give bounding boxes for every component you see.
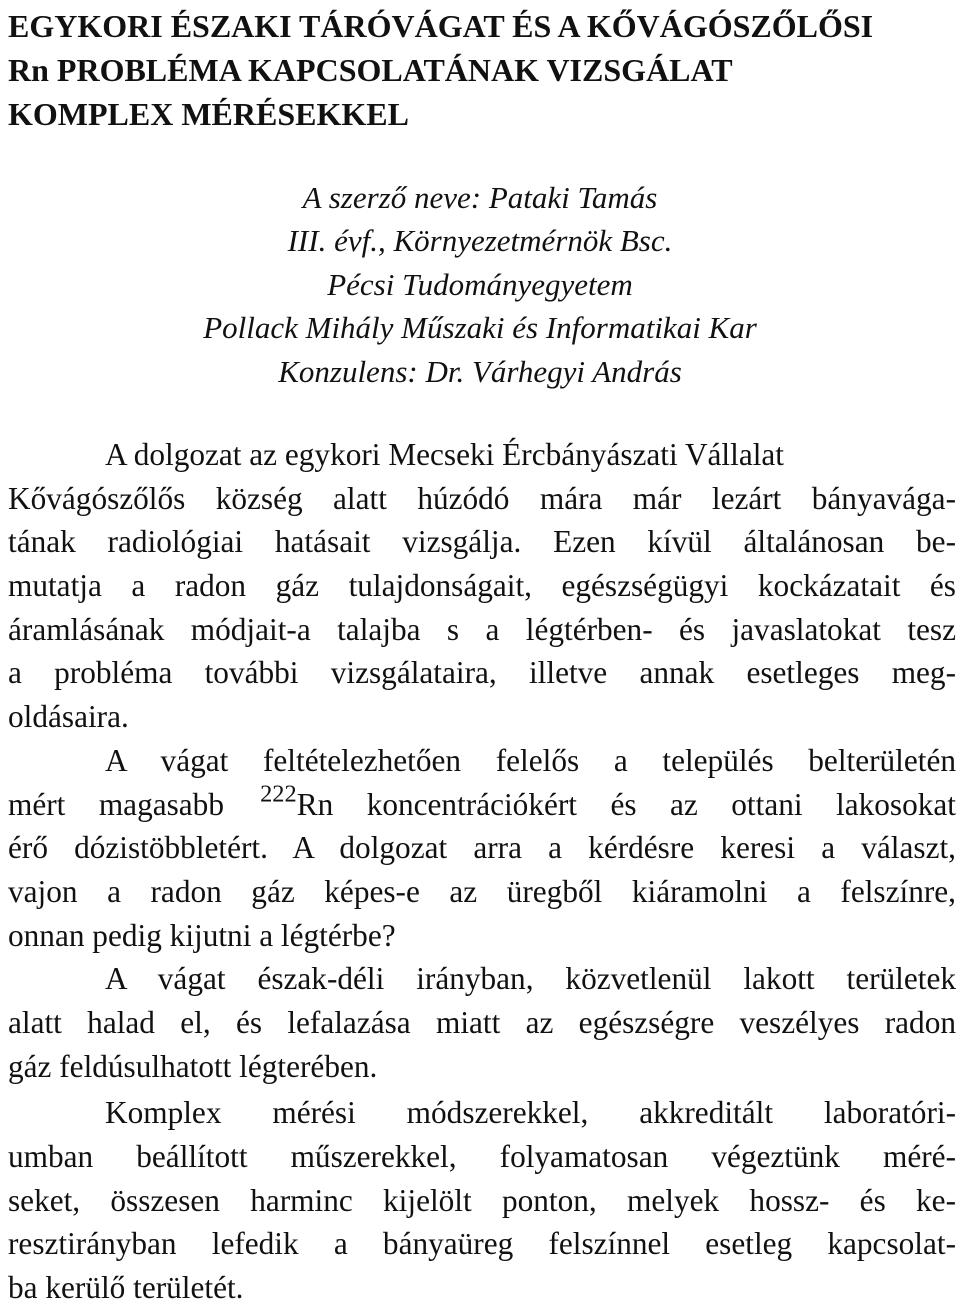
- text-line: érő dózistöbbletért. A dolgozat arra a kérdésre keresi a választ,: [8, 830, 956, 866]
- text-line: oldásaira.: [8, 699, 129, 735]
- text-line: a probléma további vizsgálataira, illetve annak esetleges meg-: [8, 655, 956, 691]
- paragraph-2: [8, 739, 956, 957]
- text-line: mutatja a radon gáz tulajdonságait, egészségügyi kockázatait és: [8, 568, 956, 604]
- text-line: onnan pedig kijutni a légtérbe?: [8, 917, 396, 953]
- paragraph-4: [8, 1091, 956, 1309]
- title-line: Rn PROBLÉMA KAPCSOLATÁNAK VIZSGÁLAT: [8, 52, 733, 88]
- study-program: III. évf., Környezetmérnök Bsc.: [287, 223, 673, 259]
- university-name: Pécsi Tudományegyetem: [327, 266, 633, 302]
- text-line: A dolgozat az egykori Mecseki Ércbányászati Vállalat: [105, 437, 784, 472]
- title-line: EGYKORI ÉSZAKI TÁRÓVÁGAT ÉS A KŐVÁGÓSZŐLŐSI: [8, 8, 874, 44]
- text-line: gáz feldúsulhatott légterében.: [8, 1048, 378, 1084]
- text-line: umban beállított műszerekkel, folyamatosan végeztünk méré-: [8, 1139, 956, 1174]
- advisor-name: Konzulens: Dr. Várhegyi András: [278, 353, 682, 389]
- text-line: vajon a radon gáz képes-e az üregből kiáramolni a felszínre,: [8, 873, 956, 909]
- author-name: A szerző neve: Pataki Tamás: [302, 180, 658, 215]
- text-line: A vágat észak-déli irányban, közvetlenül lakott területek: [105, 961, 956, 997]
- text-line: ba kerülő területét.: [8, 1270, 244, 1306]
- text-segment: Rn koncentrációkért és az ottani lakosokat: [296, 786, 956, 822]
- text-line: Kővágószőlős község alatt húzódó mára már lezárt bányavága-: [8, 480, 956, 516]
- text-line: A vágat feltételezhetően felelős a település belterületén: [105, 742, 956, 778]
- author-block: [0, 176, 960, 393]
- text-line: alatt halad el, és lefalazása miatt az egészségre veszélyes radon: [8, 1004, 956, 1040]
- text-line: seket, összesen harminc kijelölt ponton, melyek hossz- és ke-: [8, 1182, 956, 1218]
- paper-title: [8, 4, 958, 136]
- title-line: KOMPLEX MÉRÉSEKKEL: [8, 96, 409, 132]
- faculty-name: Pollack Mihály Műszaki és Informatikai Kar: [203, 310, 757, 346]
- paragraph-3: [8, 957, 956, 1088]
- text-segment: mért magasabb: [8, 786, 258, 822]
- isotope-mass-number: 222: [260, 780, 297, 808]
- text-line: Komplex mérési módszerekkel, akkreditált laboratóri-: [105, 1095, 956, 1131]
- text-line: tának radiológiai hatásait vizsgálja. Ezen kívül általánosan be-: [8, 524, 956, 560]
- text-line: resztirányban lefedik a bányaüreg felszínnel esetleg kapcsolat-: [8, 1226, 956, 1262]
- abstract-body: [8, 433, 956, 1310]
- text-line: áramlásának módjait-a talajba s a légtérben- és javaslatokat tesz: [8, 611, 956, 647]
- text-line-with-isotope: [8, 780, 956, 827]
- paragraph-1: [8, 433, 956, 739]
